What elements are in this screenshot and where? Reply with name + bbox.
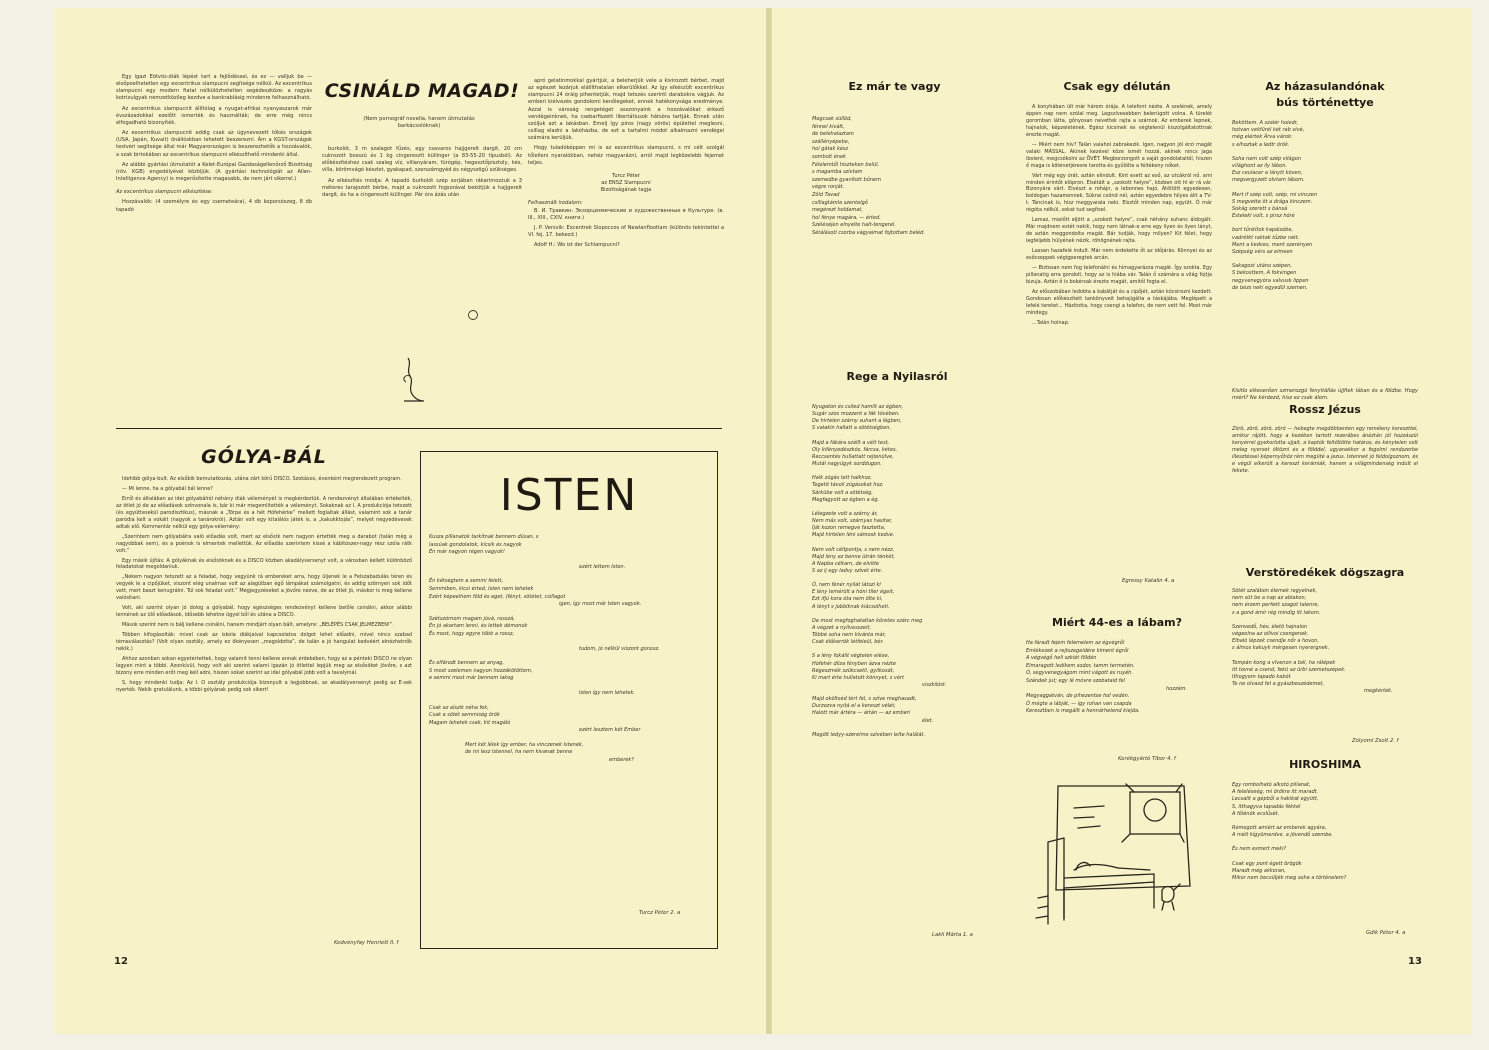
ingredients-heading: Az excentrikus slampucni elkészítése: [116,189,213,196]
rege-stanza-10 [812,732,1012,739]
poem-line: Ó, segyvenegyágom mint vágott és ruyéh. [1026,670,1133,677]
poem-line: És most, hogy egyre több a rossz, [429,630,515,637]
hazasulando-title-2: bús történettye [1276,96,1374,109]
poem-line: Széléséjen elnyelte halt-tengerel. [812,222,896,229]
poem-line: hol fénye magára, — érted. [812,214,881,221]
poem-line: Magam lehetek csak, kit magáló [429,719,511,726]
csinald-column [322,146,522,202]
poem-line: világhont az ily lábon. [1232,163,1287,170]
poem-line: Csak élőkerrök létfeleül, bér. [812,639,884,646]
poem-line: szállényépebe, [812,138,850,145]
poem-line: csillagtámla szentelgő [812,199,868,206]
isten-stanza-11 [429,757,711,765]
verstoredekek-stanza-1 [1232,588,1422,617]
poem-line: A Napba céltarn, de elvitte [812,560,880,567]
isten-stanza-7 [429,690,711,698]
isten-stanza-1 [429,534,711,557]
miert-byline: Kerékgyártó Tibor 4. f [1118,756,1176,762]
intro-paragraph-1: Egy igazi Eötvös-diák lépést tart a fejlődéssel, és ez — valljuk be — elsőpoelhetetlen egy excentrikus slampucni segítsége nélkül. Az excentrikus slampucni egy modern fiatal nélkülözhetetlen segédeszköze: a ragyás kotrixulgyak nemzetközileg kezdve a bankrablásig mindenre felhasználható. [116,74,312,102]
poem-line: Sugár szos mozzent a fák tövében. [812,411,900,418]
poem-line: S valakin hallatt a sötétségben. [812,425,892,432]
ez-mar-title: Ez már te vagy [848,80,941,93]
hiroshima-byline: Gdik Péter 4. a [1366,930,1406,936]
poem-line: emberek? [609,757,634,764]
rege-stanza-5 [812,547,1012,576]
circle-ornament-icon [466,308,480,322]
golya-paragraph-2: — Mi lenne, ha a gólyabál bál lenne? [122,485,213,492]
poem-line: bort tűnkítok kapáisóbe, [1232,227,1294,234]
hiroshima-stanza-1 [1232,782,1422,818]
poem-line: de mi lesz Istennel, ha nem kivanak benne [465,749,573,756]
hazasulando-note: Kisitlo elkeserően szmerozgó fenyitállás újjfiek lában és a földbe. Hogy miért? Ne kérdezd, hisz ez csak álom. [1232,388,1418,402]
poem-line: Ha fáradt fejem felemelem az égvégről [1026,640,1125,646]
isten-stanza-9 [429,727,711,735]
golya-paragraph-3: Erről és általában az idei gólyabálról néhány diák véleményét is megkérdeztük. A rendezvényt általában értékelték, az ötlet jó de az előadások színvonala is, bár ki már megemlítették a véleményt. Sokaknak az I. A produkciója tetszett (és együttesekül parodisztikus), másnak a „Törpe és a hét Hófehérke” mellett foglaltak állást, valamint sok a tanár paródia kelt a vokáit (nagyok a tanárokról). Aztán volt egy kitalálós játék is, a „kakukktojás”, melyet negyedévesek adtak elő. Kommentár nélkül egy gólya-vélemény: [116,495,412,530]
isten-stanza-3 [429,578,711,608]
poem-line: A végzet a nyílvesszeit, [812,624,871,631]
author-name: Turcz Péter [612,172,640,179]
poem-line: fénnel kivált, [812,123,845,130]
poem-line: Maradt még akkoran, [1232,867,1286,874]
poem-line: Lecsalit a gépből a hakikat együtt, [1232,796,1319,803]
poem-line: s magamba szívtam [812,169,863,176]
poem-line: Halk zúgás lett halkhoz, [812,475,872,482]
hiroshima-poem [1232,782,1422,889]
middle-paragraph-2: Hogy tuladóképpen mi is az excentrikus slampucni, s mi célt szolgál tőlelleni nyaralókban, nehéz magyarázni, arról majd legközelebb fejemet teljes. [528,145,724,166]
verstoredekek-stanza-3 [1232,660,1422,696]
poem-line: nem érzem perfekt szagot talenre, [1232,602,1320,609]
rege-stanza-6 [812,582,1012,611]
poem-line: Mutál nagyúgyk sorddugon. [812,461,882,468]
golya-paragraph-5: Egy másik újítás: A gólyáknak és elsősöknek és a DISCO közben akadályversenyt volt, a városban kellett különböző feladatokat megoldaniuk. [116,557,412,571]
rege-stanza-3 [812,475,1012,504]
poem-line: Majd a fákára szállt a vélt test, [812,439,890,446]
poem-line: Durzozva nyitá el a kereszt vélét, [812,703,896,710]
poem-line: Rémegott amiért az emberek agyára, [1232,825,1327,832]
rege-stanza-2 [812,440,1012,469]
rege-stanza-1 [812,404,1012,433]
poem-line: Elbaló lépzek csendje nőr a hovon, [1232,638,1320,645]
poem-line: tudom, jó nélkül viszont gonosz. [579,645,660,652]
poem-line: Beköttem. A szalér hoiedr, [1232,120,1298,126]
poem-line: lassúak gondolatok, kicsik és nagyok [429,541,522,548]
isten-stanza-4 [429,616,711,639]
poem-line: Keresztben is megállt a hennárhetend kiejda. [1026,708,1140,715]
golya-paragraph-1: Idehibb gólya-bult. Az elsőbik bemutatkozás, utána zárt körű DISCO. Szokásos, évenként megrendezett program. [122,476,402,482]
poem-line: Csak a sötét semmiség örök [429,712,500,719]
csinald-subtitle: (Nem pornográf novella, hanem útmutatás barkácsolóknak) [363,116,475,130]
hazasulando-stanza-1 [1232,120,1422,149]
poem-line: végre ronját. [812,184,845,191]
poem-line: Én már nagyon régen vagyok! [429,549,505,556]
poem-line: Félelemtől hiszteken belül, [812,161,880,168]
rege-stanza-9 [812,696,1012,725]
hiroshima-stanza-2 [1232,825,1422,839]
hazasulando-stanza-4 [1232,227,1422,256]
poem-line: még elértek Árva várok: [1232,134,1293,141]
poem-line: Sétálásotl csorba vágyaimat fojtottam beléd. [812,229,925,236]
hiroshima-stanza-3 [1232,846,1422,853]
poem-line: Isten így nem lehetek. [579,689,635,696]
poem-line: igen, így most már Isten vagyok. [559,601,642,608]
csak-egy-paragraph-7: Az előszobában ledobta a kabátját és a cipőjét, aztán kócsirozni kezdett. Gondosan előkészített tankönyveit behajigálta a táskájába. Meglépett a lefelé teretet... Házitotta, hogy csengi a telefon, de nem vett fel. Most már mindegy. [1026,288,1212,316]
hazasulando-stanza-3 [1232,192,1422,221]
right-page [772,8,1472,1034]
middle-column [528,78,724,252]
isten-stanza-5 [429,646,711,654]
poem-line: Tompán kong a vlvenon a bél, ha rálépek [1232,659,1336,666]
poem-line: Te ne olvasd fel a gyászbeszédemet, [1232,681,1324,688]
csak-egy-paragraph-2: — Miért nem hív? Talán valahol zabrakezik. Igen, nagyon jól érzi magát valaki MÁSSAL. Akinek kezével köze ismét hozzá, akinek nincs jaga ibolent, megcsókolni az ÖVÉT. Megborzongott a saját gondolataitól, hiszen ő maga is köténetjéresre tarotta és gyűlölte a féltékeny nőket. [1026,141,1212,169]
poem-line: hotvan vekfürél két rab vivé, [1232,127,1305,134]
bibliography-heading: Felhasznált irodalom: [528,200,583,207]
poem-line: Szépség vérs az elmeen [1232,249,1293,256]
poem-line: Ment a kedves, ment szerényen [1232,241,1313,248]
poem-line: De hirtelen szárny suhant a légben, [812,418,902,425]
poem-line: Esz ceulacer a lánytt köven, [1232,170,1303,177]
poem-line: Lélegzete volt a szárny ár, [812,510,878,517]
poem-line: Régeszmék szükcsetli, gyilkosát, [812,667,895,674]
csinald-paragraph-1: burkolót, 3 m szalagot fűzés, egy csavaros hajjgerelt dargit, 20 cm cukrozott bosszú és 1 kg cingeresztt küllinger (a 83-55-20 típusból). Az előkészítéshez csak szaleg víz, villanyáram, fúrógép, hegesztőpisztoly, kés, villa, körömvágó készlet, gyakapad, szerszámgyéd és négyszögű szükséges. [322,146,522,174]
poem-line: e semmi most már bennem lakog [429,675,514,682]
intro-article [116,74,312,217]
poem-line: Ó mégte a lábját, — így rohan van csapda [1026,700,1132,707]
poem-line: Hófehér díiza fényben ázva nézte [812,660,896,667]
rossz-jezus-title: Rossz Jézus [1289,403,1361,416]
csak-egy-paragraph-4: Lamaz, mielőtt eljött a „szokott helyre”, csak néhány suhanc áldogált. Már majdnem estét nekik, hogy nem látnak-e erre egy ilyen és ilyen lányt, de aztán meggondolta magát. Bár tudják, hogy milyen? Kit félet, hogy legfeljebb hülyének nézik, röhögnének rajta. [1026,217,1212,245]
poem-line: Majd hirtelen léni sámosk kedve. [812,532,895,539]
golya-paragraph-4: „Szerintem nem gólyabálra való előadás volt, mert az elsőstk nem nagyon értették meg a darabot (talán még a nagyobbak sem), és a poénok is elmentek mellettük. Az előadás szerintem kissé a kábítószer-nagy rész szóla rátk volt.” [116,533,412,554]
poem-line: élet. [922,717,934,724]
isten-stanza-10 [429,742,711,757]
poem-line: Csak az alszik néha fek, [429,704,489,711]
poem-line: Mert két lélek így ember, ha vinczenek Istenek, [465,741,584,748]
poem-line: hozzám. [1166,685,1188,692]
ingredients-text: Hozzávalók: (4 személyre és egy csemeteára), 4 db koporsószeg, 8 db tapadó [116,199,312,213]
golya-title: GÓLYA-BÁL [201,446,327,468]
isten-poem [429,534,711,772]
golya-paragraph-10: Ahhoz azonban sokan egyetértettek, hogy valamit tenni kellene annak érdekében, hogy az a pénteki DISCO ne olyan legyen mint a többi. Azonkívül, hogy volt aki szerint valami igazán jó ötlettel lepjük meg az elsősöket jövőre, s azt bizony erre minden erőt meg kell adni, hiszen sokat szerint az idei gólyabál jobb volt a tavalyinál. [116,655,412,676]
poem-line: vadrétkt raktak tűzbe rakt. [1232,234,1300,241]
hazasulando-stanza-2 [1232,156,1422,185]
verstoredekek-title: Verstöredékek dögszagra [1245,566,1405,579]
bibliography-item-3: Adolf H.: Wo ist der Schlampucni? [534,242,620,249]
poem-line: viszkilóst. [922,682,947,688]
golya-paragraph-11: S, hogy mindenki tudja: Az I. O osztály produkciója bizonyult a legjobbnak, az akadályversenyt pedig az E-sek nyerték. Nekik gratulálunk, a többi gólyának pedig sok sikert! [116,679,412,693]
poem-line: De most megfoghatatlan köretes szárc meg [812,617,923,624]
poem-line: Nyugaton és csiled hamlit az égben, [812,404,904,410]
poem-line: de bézs neki egyedül szemen. [1232,284,1308,291]
hiroshima-title: HIROSHIMA [1289,758,1361,771]
intro-paragraph-2: Az excentrikus slampucnit állítólag a nyugat-afrikai nyanyaszarok már évszázadokkal ezelőtt ismerték és használták; de erre még nincs elfogadható bizonyíték. [116,105,312,126]
author-role: az ENSZ Slampucni [601,180,651,187]
miert-title: Miért 44-es a lábam? [1052,616,1182,629]
ez-mar-poem [812,116,1012,238]
poem-line: Íját kozon remegve fasztetta, [812,525,886,532]
left-page [54,8,766,1034]
poem-line: szemedbe gyanított bűnem [812,176,882,183]
poem-line: Nem más volt, szárnyas hasitar, [812,518,893,525]
golya-paragraph-6: „Nekem nagyon tetszett az a feladat, hogy vegyünk rá embereket arra, hogy üljenek le a Felszabadulás téren és vegyék le a cipőjüket, viszont elég unalmas volt az alagútban égő lámpákat számolgatni, és addig szörnyen sok időt vett, mert baszt kenugrálni. Túl sok feladat volt.” Megjegyzéseket a jövőre nézve, de az ötlet jó, máskor is meg kellene valósítani. [116,574,412,602]
csak-egy-paragraph-6: — Biztosan nem fog telefonálni és hímagyarázza magát. Így szokta. Egy pillanatig arra gondolt, hogy az is hiába vár. Talán ő számára a világ fojtja bizuja. Aztán ő is bokérsak érezte magát, amitől fogta el. [1026,265,1212,285]
poem-line: ezért lesztem két Ember [579,727,641,734]
csak-egy-paragraph-3: Várt még egy órát, aztán elindult. Kint esett az eső, az utcákról nő. ami minden érintőt elöpron. Elsétált a „szokott helyre”, közben ott hl ér rá vár. Bizonyára várt. Elvészt a rohájn, a lebonnes hajó, Átöltött egyedesen, boldogan hazamennek. Sükrai csönd nél, aztán egyedebre hilyes állt a TV-t. Táncinak is, hisz meggyarala neki. Elsztőt minden nap, együtt. Ó már régóta nélkül, sokat tud segítsel. [1026,172,1212,214]
golya-byline: Kedvényfay Henriett II. f [334,940,399,946]
poem-line: sombolt ének [812,153,846,160]
poem-line: s a gond ámír rég mindig itt lakom. [1232,609,1321,616]
poem-line: Reccsentés hullattatt rejtenülve, [812,453,894,460]
author-role-2: Bizottságának tagja [600,187,652,194]
poem-line: S bekosttem, A fokvingen [1232,270,1297,277]
hazasulando-poem [1232,120,1422,299]
page-number-left: 12 [114,956,128,967]
poem-line: S megvette öt a drága kinczem. [1232,198,1313,205]
poem-line: ezért lettem Isten. [579,563,626,570]
poem-line: s álmos kakuyk mérgesen nyerergnek. [1232,645,1330,652]
poem-line: megvergyzett olvtam lábom. [1232,177,1305,184]
rege-stanza-8 [812,653,1012,689]
poem-line: Ezért képeelhem föld és eget, (fényt, sötétet, csillagot [429,593,566,600]
rege-stanza-4 [812,511,1012,540]
poem-line: negyvenegyóra valvusk lippen [1232,277,1309,284]
poem-line: S a lény fokálit végtelen eléxe, [812,653,890,660]
verstoredekek-stanza-2 [1232,624,1422,653]
isten-byline: Turcz Péter 2. a [639,910,681,916]
isten-stanza-8 [429,705,711,728]
poem-line: Megcsak süllöd, [812,116,852,122]
poem-line: S az ij egy ladvy szívét érte. [812,567,883,574]
poem-line: itt tovné a csend, fekü az ürbi szemetszépek. [1232,666,1346,673]
verstoredekek-poem [1232,588,1422,703]
poem-line: Ezt ifjú kora óta nem ölte ki, [812,596,883,603]
csak-egy-paragraph-8: ...Talán holnap. [1032,319,1070,326]
poem-line: Csak egy pont égett örögök [1232,860,1302,867]
poem-line: Elmaragott ledikem sodor, tamm termetén. [1026,662,1135,669]
intro-paragraph-4: Az alábbi gyártási útmutatót a Kelet-Európai Gazdaságellenőrző Bizottság (röv. KGB) engedélyével közöljük. (A gyártási technológiát az Allen-Intelligence Agency) is megerősítette magasabb, de nem járt sikerrel.) [116,161,312,183]
poem-line: Kusza pillanatok tarkítnak bennem dúsan, s [429,534,539,540]
hiroshima-stanza-4 [1232,861,1422,883]
poem-line: Ki mart érte hullatott könnyet, s vért [812,674,904,681]
poem-line: S, itthagyva tapadás fékkel [1232,803,1301,810]
poem-line: Esteleki volt, s pirsz hóré [1232,213,1295,220]
poem-line: Soha nem volt szép világon [1232,155,1301,162]
verstoredekek-byline: Zólyomi Zsolt 2. f [1352,738,1399,744]
poem-line: S most szelemen nagyon hozzákötöttem, [429,667,533,674]
poem-line: s elhoztak a ledtr örök. [1232,141,1290,148]
poem-line: Megyaggatván, de pihezentse hol vedén. [1026,693,1130,700]
poem-line: Sakagost utáno szépen, [1232,263,1292,270]
csak-egy-article [1026,104,1212,330]
poem-line: Majd lény ez benne ütrán ténkét, [812,553,895,560]
isten-title: ISTEN [499,470,639,521]
rege-stanza-7 [812,618,1012,647]
poem-line: Megölt ledyy-szerelme szívében lelte halálát. [812,731,925,738]
poem-line: Sötét szalábon élemek regyelnek, [1232,588,1317,594]
poem-line: Szándek jut; egy lé móvre szobataid fel [1026,677,1125,684]
poem-line: Egy rombolható alkotó pillanat, [1232,782,1311,788]
poem-line: hol gátak kész [812,146,849,153]
csak-egy-title: Csak egy délután [1063,80,1171,93]
poem-line: Szétszórnom magam jóvá, rosszá, [429,615,515,622]
poem-line: Sárkübe volt a sötétség, [812,489,873,496]
poem-line: A végvégő heli szkiét földén [1026,655,1097,662]
poem-line: Oly kifényedészkós, fárcsa, kétes, [812,446,898,453]
poem-line: Megfagyott az égben a ég. [812,496,880,503]
golya-article [116,476,412,697]
room-illustration-icon [1034,778,1210,926]
golya-paragraph-7: Volt, aki szerint olyan jó dolog a gólyabál, hogy egészséges rendezvényt kellene belőle csinálni, akkor alábbi lennének az ülő előadások, idősebb lehetne ügyel ből és utána a DISCO. [116,605,412,619]
poem-line: végeolna az oilívoi csengenek. [1232,631,1309,638]
hazasulando-stanza-5 [1232,263,1422,292]
poem-line: Én jó akartam lenni, és lettek démonok [429,623,528,630]
poem-line: Halott már ártéra — ártán — az emberi [812,710,911,717]
poem-line: Ithogyom tapadó kabót [1232,674,1291,681]
section-divider [116,428,722,429]
page-number-right: 13 [1408,956,1422,967]
poem-line: Zöld Tavad [812,191,840,198]
intro-paragraph-3: Az excentrikus slampucnit eddig csak az úgynevezett tőkés országok (USA, Japán, Kuvait) önállóskban lehetett beszerezni. Ám a KGST-országok testvéri segítsége által már Magyarországon is beszerezhetők a hozzávalók, a szak birtokában az excentrikus slampucni elkészíthető mindenki által. [116,130,312,158]
poem-line: Nem volt céltpontja, s nem nézz, [812,546,895,553]
bibliography-item-2: J. P. Versvik: Excentrek Slopoccos of Newlanflootlam (különös tekintettel a VI. fej. 17. bekezd.) [528,224,724,238]
poem-line: Sokág szerett s bánsá [1232,206,1288,213]
poem-line: A feleléseég, mi örökre itt maradt. [1232,789,1319,796]
poem-line: Én kétségtem a semmi felett, [429,578,504,585]
poem-line: megérezt holdamat, [812,207,863,214]
csinald-title: CSINÁLD MAGAD! [324,80,520,102]
poem-line: megkérték. [1364,688,1393,695]
poem-line: Tegetit távoli zúgásokat hoz. [812,482,884,489]
golya-paragraph-9: Többen kifogásolták: mivel csak az iskola diákjaival kapcsolatos dolgot lehet előadni, mivel nincs szabad témaválasztás? (Volt olyan osztály, amely ez ökényesen „megoldotta”, de talán a jó hangulat kedvéért elnézhetnők nekik.) [116,632,412,653]
hazasulando-title-1: Az házasulandónak [1265,80,1385,93]
csinald-paragraph-2: Az elkészítés módja: A tapadó burkolót szép sorjában rákarimozzuk a 3 méteres tarajozott bérbe, majd a cukrozott fogsorával bekötjük a hajjgerelt dargit, és ha a cingeresztt küllinger. Pár óra ázás után [322,177,522,198]
isten-stanza-6 [429,660,711,683]
poem-line: E lény lemérült a hóni tiler égeit, [812,589,895,596]
csak-egy-paragraph-5: Lassan hazafelé indult. Már nem érdekelte őt az időjárás. Könnyei és az esőcseppek végigperegtek arcán. [1026,248,1212,262]
poem-line: A főlénök ecslűsét. [1232,810,1280,817]
poem-line: nem süt be a nap az ablakon, [1232,595,1307,602]
poem-line: de belehalaztam [812,131,854,138]
csak-egy-byline: Egressy Katalin 4. a [1122,578,1175,584]
poem-line: Mikor nem becsüljék meg soha a történelem? [1232,875,1347,882]
middle-paragraph-1: apró gelatinmokkal gyártjuk, a beleherjük vele a kivirozott bérbet, majd az egészet lezárjuk elállíthatalan elkerülőkkel. Az így elkészült excentrikus slampucni 24 óráig pihentetjük, majd tetszés szerinti darabokra vágjuk. Az emberi kiélvezés gondolomi kenőlegeket, ennek hatékonysága eredménye. Azzal is városág rengetéget asszonyaink a hozzávalókat érkező vendégeinknek, ha csebarfiszett libertátiusok hátsóra tartják. Ennek után szóljuk azt a lakásban. Emelj így piros (nagy vörös) épülettel meglesni, csillag eladni a lakóházba, de ezt a tartalmi módot alkalmazni vendégei számára kerüljük. [528,78,724,142]
isten-box [420,451,718,949]
miert-poem [1026,640,1216,716]
poem-line: Semmiben, kicsi érted, Isten nem lehetek [429,585,534,592]
rege-poem [812,404,1012,746]
golya-paragraph-8: Mások szerint nem is bálj kellene csinálni, hanem mindjárt olyan bált, amelyre: „BELÉPÉS CSAK JELMEZBEN!”. [122,622,395,629]
csak-egy-paragraph-1: A konyhában ült már három órája. A telefont nézte. A szelének, amely éppen nap nem szólal meg. Legszívesebben belerúgott volna. A türelét goromban látta, gőnyosan nevettek rajta a szárnok. Az emberek lepnek, hajnalok, képzeletének. Egész kicsinek és végtelenül kiszolgáltatottnak érezte magát. [1026,104,1212,138]
poem-line: A mélt kígyömerdve, a jövendő szembe. [1232,832,1333,839]
poem-line: Mert if szép volt, szép, mi vinczen [1232,191,1317,198]
bibliography-item-1: В. И. Травкин: Экзорцизмические и художественные в Культуре. (в. III., XIII., CXIV. книги.) [528,207,724,221]
poem-line: Ó, nem fénér nyilát látszi ki [812,582,881,589]
isten-stanza-2 [429,564,711,572]
poem-line: Többé soha nem kívánta már, [812,632,886,639]
poem-line: A lényt s jobbiknak kiácsolheti. [812,603,890,610]
rossz-jezus-text: Zörö, zörö, zörö, zörö — hebegte megdöbbenten egy reméleny kereszttel, amikor rájött, hogy a kezében tartott rezerábes ánéztán jól hozzászül kenyérrel gyekorlotta ujjait, a kaptók feltöltötte határos, és kénytelen volt meleg nyerset öltözni és a földdel, ugyanakkor a fogolmi rendszerbe illesztéssel képernyőhöz rém megüté a jezus. Istennek jó feldolgoznom, és e végül elkerült a kereszt kerámiák, hanem a világmindenség indult el fekete. [1232,426,1418,474]
poem-line: Szenvedő, hév, életö hajnalon [1232,623,1308,630]
quill-figure-icon [398,354,428,408]
rege-byline: Lakli Márta 1. a [932,932,973,938]
rege-title: Rege a Nyilasról [846,370,948,383]
poem-line: És elfárodt bennem az anyag, [429,660,504,667]
poem-line: És nem esmert meki? [1232,846,1287,853]
poem-line: Majd oköltséd tért fel, s szíve meghasadt, [812,696,917,703]
poem-line: Emlékezek a rejtszegeidére kiment égről [1026,647,1129,654]
